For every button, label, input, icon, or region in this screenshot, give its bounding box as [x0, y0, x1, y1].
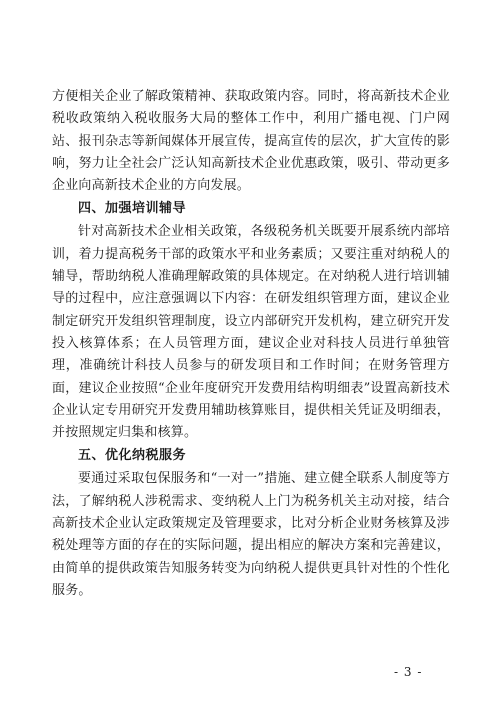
document-body	[52, 86, 450, 602]
section-heading-4: 四、加强培训辅导	[78, 201, 187, 217]
section-heading-5: 五、优化纳税服务	[78, 448, 187, 464]
paragraph-continuation: 方便相关企业了解政策精神、获取政策内容。同时，将高新技术企业税收政策纳入税收服务大局的整体工作中，利用广播电视、门户网站、报刊杂志等新闻媒体开展宣传，提高宣传的层次，扩大宣传的影响，努力让全社会广泛认知高新技术企业优惠政策，吸引、带动更多企业向高新技术企业的方向发展。	[52, 89, 450, 194]
page-number: - 3 -	[394, 665, 423, 679]
paragraph-training: 针对高新技术企业相关政策，各级税务机关既要开展系统内部培训，着力提高税务干部的政策水平和业务素质；又要注重对纳税人的辅导，帮助纳税人准确理解政策的具体规定。在对纳税人进行培训辅导的过程中，应注意强调以下内容：在研发组织管理方面，建议企业制定研究开发组织管理制度，设立内部研究开发机构，建立研究开发投入核算体系；在人员管理方面，建议企业对科技人员进行单独管理，准确统计科技人员参与的研发项目和工作时间；在财务管理方面，建议企业按照“企业年度研究开发费用结构明细表”设置高新技术企业认定专用研究开发费用辅助核算账目，提供相关凭证及明细表，并按照规定归集和核算。	[52, 224, 450, 441]
paragraph-service: 要通过采取包保服务和“一对一”措施、建立健全联系人制度等方法，了解纳税人涉税需求、变纳税人上门为税务机关主动对接，结合高新技术企业认定政策规定及管理要求，比对分析企业财务核算及涉税处理等方面的存在的实际问题，提出相应的解决方案和完善建议，由简单的提供政策告知服务转变为向纳税人提供更具针对性的个性化服务。	[52, 471, 450, 598]
